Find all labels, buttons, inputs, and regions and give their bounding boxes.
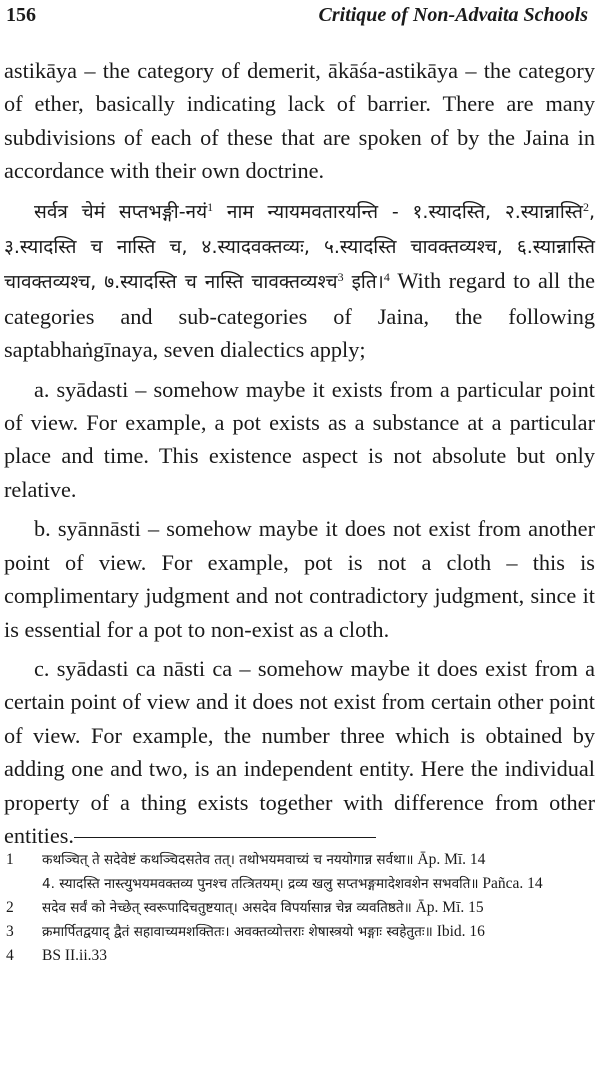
running-title: Critique of Non-Advaita Schools	[318, 4, 588, 26]
footnote	[6, 872, 590, 896]
footnote-ref-2: 2	[582, 199, 589, 214]
footnote-number: 2	[6, 899, 14, 916]
page-number: 156	[6, 4, 36, 26]
footnote-reference: Āp. Mī. 15	[411, 899, 484, 916]
footnote-divider	[74, 837, 376, 838]
footnote-ref-4: 4	[383, 270, 390, 285]
sanskrit-text-d: इति।	[343, 271, 384, 294]
item-a: a. syādasti – somehow maybe it exists from a particular point of view. For example, a pot exists as a substance at a particular place and time. This existence aspect is not absolute but only relative.	[4, 376, 595, 502]
paragraph-1: astikāya – the category of demerit, ākāśa-astikāya – the category of ether, basically indicating lack of barrier. There are many subdivisions of each of these that are spoken of by the Jaina in accordance with their own doctrine.	[4, 58, 595, 184]
footnote-sanskrit: कथञ्चित् ते सदेवेष्टं कथञ्चिदसतेव तत्। तथोभयमवाच्यं च नययोगान्न सर्वथा॥	[42, 852, 414, 868]
footnote-number: 1	[6, 851, 14, 868]
footnote-sanskrit: सदेव सर्वं को नेच्छेत् स्वरूपादिचतुष्टयात्। असदेव विपर्यासान्न चेन्न व्यवतिष्ठते॥	[42, 900, 412, 916]
footnote	[6, 848, 590, 872]
body-text	[4, 54, 595, 852]
item-c: c. syādasti ca nāsti ca – somehow maybe it does exist from a certain point of view and it does not exist from certain other point of view. For example, the number three which is obtained by adding one and two, is an independent entity. Here the individual property of a thing exists together with difference from other entities.	[4, 655, 595, 848]
footnote-reference: Pañca. 14	[478, 875, 543, 892]
item-b: b. syānnāsti – somehow maybe it does not exist from another point of view. For example, pot is not a cloth – this is complimentary judgment and not contradictory judgment, since it is essential for a pot to non-exist as a cloth.	[4, 516, 595, 642]
sanskrit-text-a: सर्वत्र चेमं सप्तभङ्गी-नयं	[34, 200, 208, 223]
footnote-ref-3: 3	[337, 270, 344, 285]
footnote-reference: BS II.ii.33	[42, 947, 108, 964]
footnote-sanskrit: 4. स्यादस्ति नास्त्युभयमवक्तव्य पुनश्च तत्त्रितयम्। द्रव्य खलु सप्तभङ्गमादेशवशेन सभवति॥	[42, 876, 479, 892]
footnote-number: 3	[6, 923, 14, 940]
footnote-number: 4	[6, 947, 14, 964]
footnote	[6, 920, 590, 944]
footnote-reference: Ibid. 16	[432, 923, 485, 940]
page-header	[6, 4, 588, 34]
paragraph-2	[4, 194, 595, 367]
footnote-reference: Āp. Mī. 14	[413, 851, 486, 868]
footnote-number	[6, 872, 42, 896]
footnotes	[6, 848, 590, 968]
footnote	[6, 944, 590, 968]
sanskrit-text-b: नाम न्यायमवतारयन्ति - १.स्यादस्ति, २.स्यान्नास्ति	[213, 200, 583, 223]
footnote	[6, 896, 590, 920]
sanskrit-text-c: , ३.स्यादस्ति च नास्ति च, ४.स्यादवक्तव्यः, ५.स्यादस्ति चावक्तव्यश्च, ६.स्यान्नास्ति चावक्तव्यश्च, ७.स्यादस्ति च नास्ति चावक्तव्यश्च	[4, 200, 596, 294]
english-text: With regard to all the categories and sub-categories of Jaina, the following saptabhaṅgīnaya, seven dialectics apply;	[4, 268, 595, 363]
footnote-sanskrit: क्रमार्पितद्वयाद् द्वैतं सहावाच्यमशक्तितः। अवक्तव्योत्तराः शेषास्त्रयो भङ्गाः स्वहेतुतः॥	[42, 924, 433, 940]
footnote-ref-1: 1	[207, 199, 214, 214]
